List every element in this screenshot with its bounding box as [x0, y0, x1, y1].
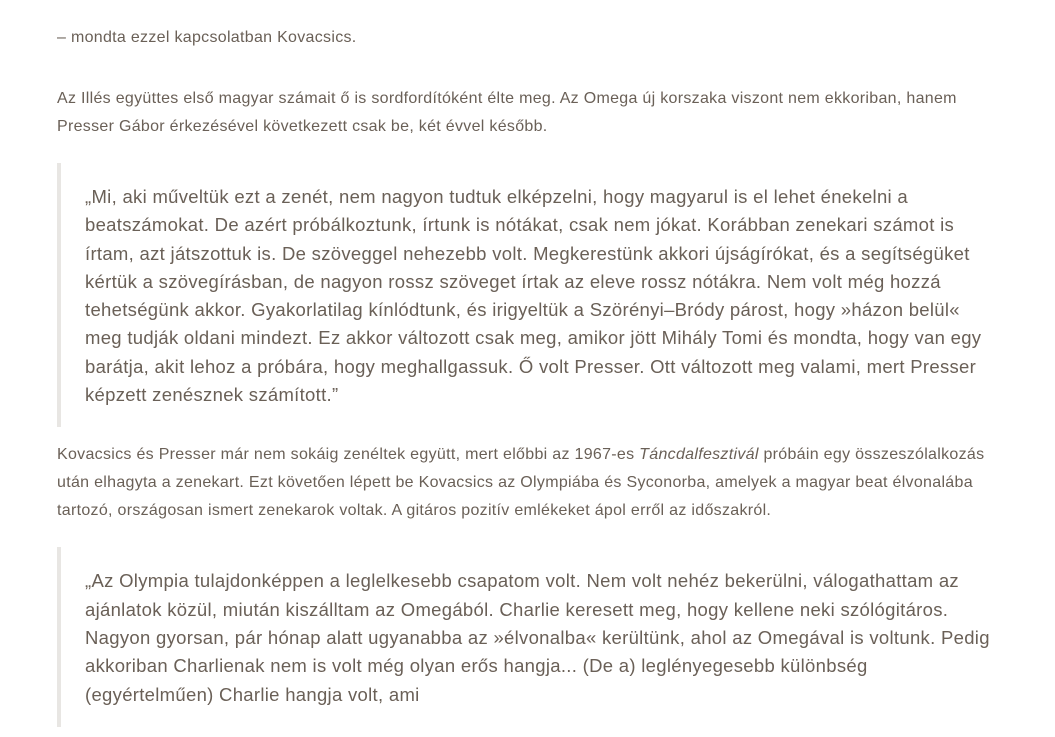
paragraph-intro: Az Illés együttes első magyar számait ő is sordfordítóként élte meg. Az Omega új korszaka viszont nem ekkoriban, hanem Presser Gábor érkezésével következett csak be, két évvel később. [57, 90, 957, 135]
blockquote-second [57, 547, 997, 726]
paragraph-middle-segment-end: próbáin egy összeszólalkozás után elhagyta a zenekart. Ezt követően lépett be Kovacsics az Olympiába és Syconorba, amelyek a magyar beat élvonalába tartozó, országosan ismert zenekarok voltak. A gitáros pozitív emlékeket ápol erről az időszakról. [57, 446, 985, 520]
blockquote-first [57, 163, 997, 427]
blockquote-first-text: „Mi, aki műveltük ezt a zenét, nem nagyon tudtuk elképzelni, hogy magyarul is el lehet énekelni a beatszámokat. De azért próbálkoztunk, írtunk is nótákat, csak nem jókat. Korábban zenekari számot is írtam, azt játszottuk is. De szöveggel nehezebb volt. Megkerestünk akkori újságírókat, és a segítségüket kértük a szövegírásban, de nagyon rossz szöveget írtak az eleve rossz nótákra. Nem volt még hozzá tehetségünk akkor. Gyakorlatilag kínlódtunk, és irigyeltük a Szörényi–Bródy párost, hogy »házon belül« meg tudják oldani mindezt. Ez akkor változott csak meg, amikor jött Mihály Tomi és mondta, hogy van egy barátja, akit lehoz a próbára, hogy meghallgassuk. Ő volt Presser. Ott változott meg valami, mert Presser képzett zenésznek számított.” [85, 186, 982, 406]
paragraph-middle [57, 441, 997, 525]
attribution-line: – mondta ezzel kapcsolatban Kovacsics. [57, 29, 357, 46]
festival-title-italic: Táncdalfesztivál [639, 446, 759, 464]
paragraph-middle-segment-start: Kovacsics és Presser már nem sokáig zenéltek együtt, mert előbbi az 1967-es [57, 446, 640, 464]
blockquote-second-text: „Az Olympia tulajdonképpen a leglelkesebb csapatom volt. Nem volt nehéz bekerülni, válogathattam az ajánlatok közül, miután kiszálltam az Omegából. Charlie keresett meg, hogy kellene neki szólógitáros. Nagyon gyorsan, pár hónap alatt ugyanabba az »élvonalba« kerültünk, ahol az Omegával is voltunk. Pedig akkoriban Charlienak nem is volt még olyan erős hangja... (De a) leglényegesebb különbség (egyértelműen) Charlie hangja volt, ami [85, 570, 990, 705]
